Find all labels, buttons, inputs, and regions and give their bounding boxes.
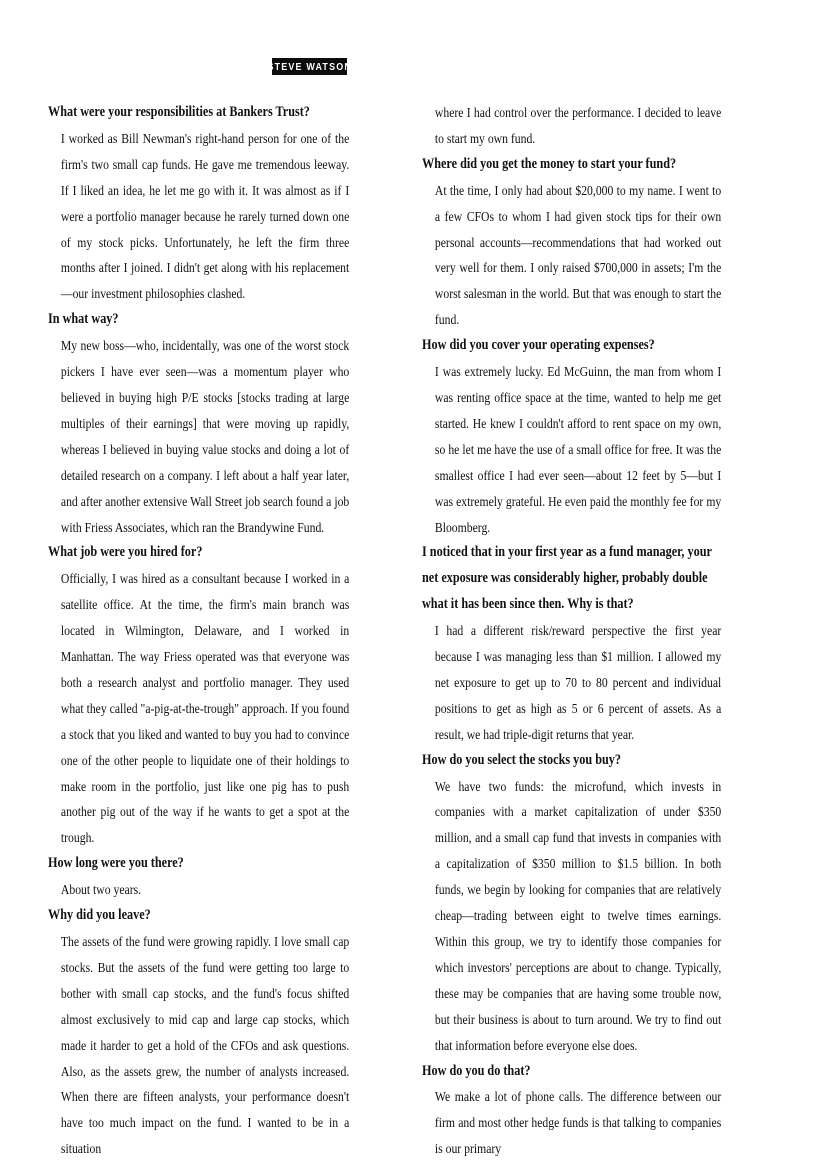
question-heading: Where did you get the money to start your fund? — [422, 155, 677, 172]
answer-paragraph: At the time, I only had about $20,000 to my name. I went to a few CFOs to whom I had given stock tips for their own personal accounts—recommendations that had worked out very well for them. I only raised $700,000 in assets; I'm the worst salesman in the world. But that was enough to start the fund. — [434, 182, 722, 328]
question-heading: In what way? — [48, 311, 119, 328]
answer-paragraph: I had a different risk/reward perspective the first year because I was managing less than $1 million. I allowed my net exposure to get up to 70 to 80 percent and individual positions to get as high as 5 or 6 percent of assets. As a result, we had triple-digit returns that year. — [434, 623, 722, 742]
answer-paragraph: I was extremely lucky. Ed McGuinn, the man from whom I was renting office space at the time, wanted to help me get started. He knew I couldn't afford to rent space on my own, so he let me have the use of a small office for free. It was the smallest office I had ever seen—about 12 feet by 5—but I was extremely grateful. He even paid the monthly fee for my Bloomberg. — [434, 364, 722, 535]
question-heading: How do you do that? — [422, 1062, 531, 1079]
left-column — [48, 100, 350, 1162]
question-heading: How do you select the stocks you buy? — [422, 751, 621, 768]
question-heading: What job were you hired for? — [48, 544, 203, 561]
answer-paragraph: Officially, I was hired as a consultant because I worked in a satellite office. At the time, the firm's main branch was located in Wilmington, Delaware, and I worked in Manhattan. The way Friess operated was that everyone was both a research analyst and portfolio manager. They used what they called "a-pig-at-the-trough" approach. If you found a stock that you liked and wanted to buy you had to convince one of the other people to liquidate one of their holdings to make room in the portfolio, just like one pig has to push another pig out of the way if he wants to get a spot at the trough. — [60, 571, 350, 846]
question-heading: What were your responsibilities at Bankers Trust? — [48, 104, 310, 120]
answer-paragraph: I worked as Bill Newman's right-hand person for one of the firm's two small cap funds. He gave me tremendous leeway. If I liked an idea, he let me go with it. It was almost as if I were a portfolio manager because he rarely turned down one of my stock picks. Unfortunately, he left the firm three months after I joined. I didn't get along with his replacement—our investment philosophies clashed. — [60, 130, 350, 302]
header-name: STEVE WATSON — [267, 60, 352, 73]
answer-paragraph: About two years. — [60, 882, 142, 898]
question-heading: Why did you leave? — [48, 907, 151, 924]
right-column — [422, 100, 722, 1162]
answer-paragraph: We have two funds: the microfund, which invests in companies with a market capitalization of under $350 million, and a small cap fund that invests in companies with a capitalization of $350 million to $1.5 billion. In both funds, we begin by looking for companies that are relatively cheap—trading between eight to twelve times earnings. Within this group, we try to identify those companies for which investors' perceptions are about to change. Typically, these may be companies that are having some trouble now, but their business is about to turn around. We try to find out that information before everyone else does. — [434, 778, 722, 1053]
running-header — [267, 58, 352, 75]
continued-paragraph: where I had control over the performance. I decided to leave to start my own fund. — [434, 105, 722, 146]
question-heading: How long were you there? — [48, 855, 184, 872]
answer-paragraph: My new boss—who, incidentally, was one of the worst stock pickers I have ever seen—was a momentum player who believed in buying high P/E stocks [stocks trading at large multiples of their earnings] that were moving up rapidly, whereas I believed in buying value stocks and doing a lot of detailed research on a company. I left about a half year later, and after another extensive Wall Street job search found a job with Friess Associates, which ran the Brandywine Fund. — [60, 338, 350, 535]
question-heading: I noticed that in your first year as a fund manager, your net exposure was considerably higher, probably double what it has been since then. Why is that? — [422, 544, 712, 613]
answer-paragraph: We make a lot of phone calls. The difference between our firm and most other hedge funds is that talking to companies is our primary — [434, 1089, 722, 1157]
answer-paragraph: The assets of the fund were growing rapidly. I love small cap stocks. But the assets of the fund were getting too large to bother with small cap stocks, and the fund's focus shifted almost exclusively to mid cap and large cap stocks, which made it harder to get a hold of the CFOs and ask questions. Also, as the assets grew, the number of analysts increased. When there are fifteen analysts, your performance doesn't have too much impact on the fund. I wanted to be in a situation — [60, 934, 350, 1157]
question-heading: How did you cover your operating expenses? — [422, 337, 655, 354]
